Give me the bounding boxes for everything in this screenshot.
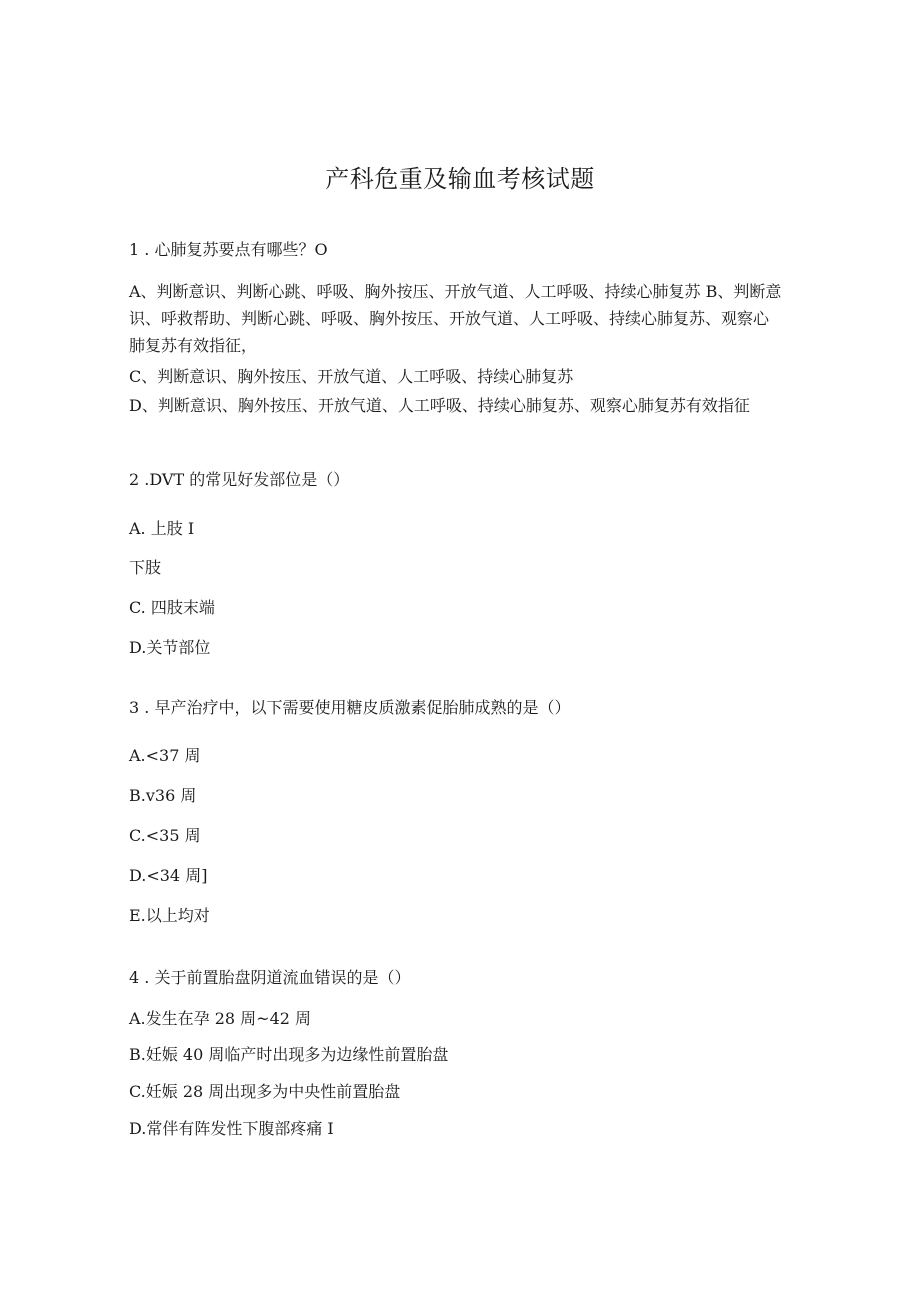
- question-1-stem: 1 . 心肺复苏要点有哪些？O: [129, 240, 328, 259]
- question-2-option-b: 下肢: [129, 558, 162, 577]
- question-4-option-c: C.妊娠 28 周出现多为中央性前置胎盘: [129, 1082, 401, 1101]
- question-3-option-e: E.以上均对: [129, 906, 210, 925]
- question-2-stem: 2 .DVT 的常见好发部位是（）: [129, 470, 350, 489]
- question-1-option-d: D、判断意识、胸外按压、开放气道、人工呼吸、持续心肺复苏、观察心肺复苏有效指征: [129, 396, 750, 415]
- page-title: 产科危重及输血考核试题: [325, 165, 595, 193]
- question-4-stem: 4 . 关于前置胎盘阴道流血错误的是（）: [129, 968, 411, 987]
- question-3-option-b: B.v36 周: [129, 786, 197, 805]
- question-4-option-d: D.常伴有阵发性下腹部疼痛 I: [129, 1119, 334, 1138]
- question-1-option-ab: A、判断意识、判断心跳、呼吸、胸外按压、开放气道、人工呼吸、持续心肺复苏 B、判断意识、呼救帮助、判断心跳、呼吸、胸外按压、开放气道、人工呼吸、持续心肺复苏、观察心肺复苏有效指征，: [129, 282, 782, 355]
- question-1-option-c: C、判断意识、胸外按压、开放气道、人工呼吸、持续心肺复苏: [129, 367, 574, 386]
- question-3-option-d: D.<34 周]: [129, 866, 208, 885]
- question-3-option-a: A.<37 周: [129, 746, 201, 765]
- question-2-option-c: C. 四肢末端: [129, 598, 215, 617]
- question-2-option-d: D.关节部位: [129, 638, 211, 657]
- question-2-option-a: A. 上肢 I: [129, 519, 195, 538]
- question-3-option-c: C.<35 周: [129, 826, 201, 845]
- question-4-option-a: A.发生在孕 28 周~42 周: [129, 1009, 312, 1028]
- question-3-stem: 3 . 早产治疗中，以下需要使用糖皮质激素促胎肺成熟的是（）: [129, 698, 571, 717]
- question-4-option-b: B.妊娠 40 周临产时出现多为边缘性前置胎盘: [129, 1045, 449, 1064]
